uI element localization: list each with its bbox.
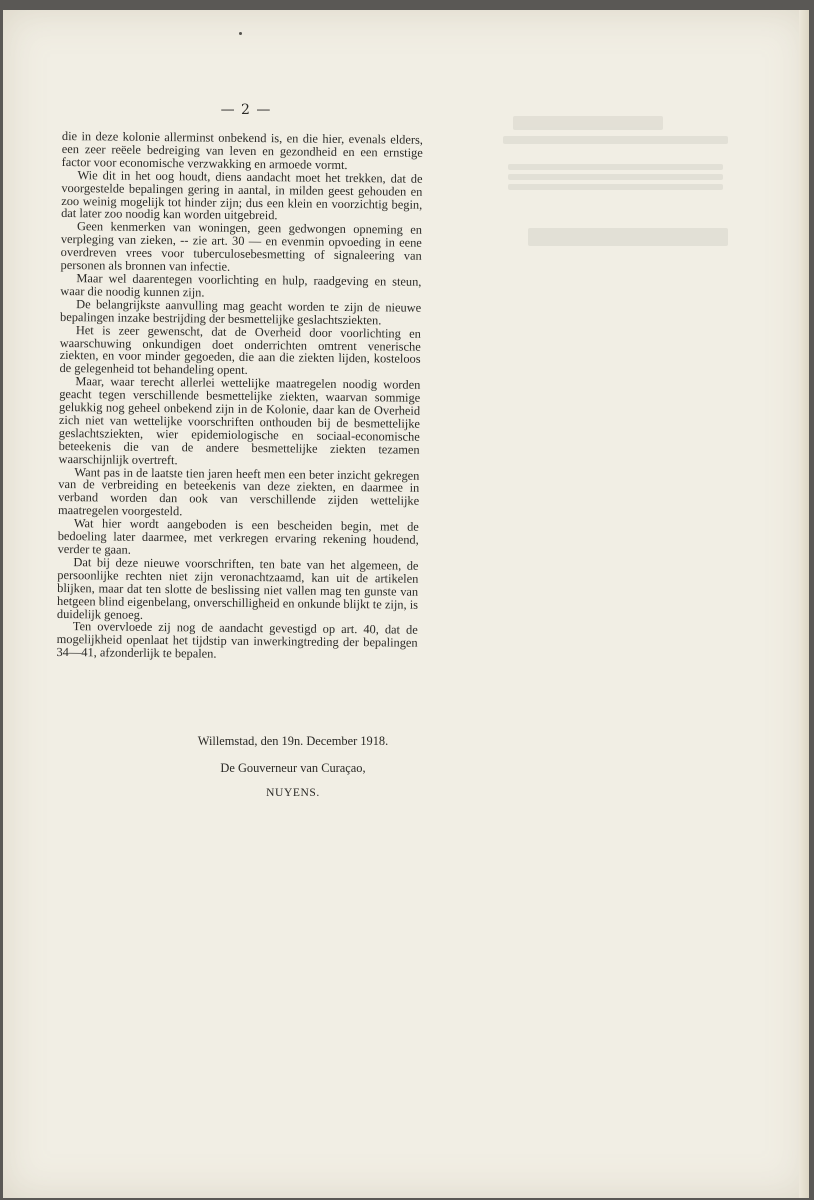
paragraph: Dat bij deze nieuwe voorschriften, ten bate van het algemeen, de persoonlijke rechten niet zijn veronachtzaamd, kan uit de artikelen blijken, maar dat ten slotte de beslissing niet vallen mag ten gunste van hetgeen blind eigenbelang, onverschilligheid en onkunde blijkt te zijn, is duidelijk genoeg. (56, 555, 419, 622)
page-edge-shadow (799, 10, 809, 1198)
paragraph: Het is zeer gewenscht, dat de Overheid door voorlichting en waarschuwing onkundigen doet onderrichten omtrent venerische ziekten, en voor minder gegoeden, die aan die ziekten lijden, kosteloos de gelegenheid tot behandeling opent. (59, 322, 421, 378)
document-page (3, 10, 809, 1198)
paragraph: Wie dit in het oog houdt, diens aandacht moet het trekken, dat de voorgestelde bepalingen gering in aantal, in milden geest gehouden en zoo weinig mogelijk tot hinder zijn; dus een klein en voorzichtig begin, dat later zoo noodig kan worden uitgebreid. (61, 167, 423, 223)
paragraph: Geen kenmerken van woningen, geen gedwongen opneming en verpleging van zieken, -- zie art. 30 — en evenmin opvoeding in eene overdreven vrees voor tuberculosebesmetting of signaleering van personen als bronnen van infectie. (60, 219, 423, 274)
reverse-side-bleed-through (503, 110, 733, 270)
paragraph: De belangrijkste aanvulling mag geacht worden te zijn de nieuwe bepalingen inzake bestrijding der besmettelijke geslachtsziekten. (59, 296, 422, 328)
paragraph: Want pas in de laatste tien jaren heeft men een beter inzicht gekregen van de verbreiding en beteekenis van deze ziekten, en daarmee in verband worden dan ook van verschillende zijden wettelijke maatregelen voorgesteld. (57, 464, 420, 519)
paragraph: Ten overvloede zij nog de aandacht gevestigd op art. 40, dat de mogelijkheid openlaat het tijdstip van inwerkingtreding der bepalingen 34—41, afzonderlijk te bepalen. (56, 619, 418, 661)
paragraph: Wat hier wordt aangeboden is een bescheiden begin, met de bedoeling later daarmee, met verkregen ervaring rekening houdend, verder te gaan. (57, 516, 419, 557)
closing-date-line: Willemstad, den 19n. December 1918. (197, 734, 389, 748)
paragraph: Maar, waar terecht allerlei wettelijke maatregelen noodig worden geacht tegen verschillende besmettelijke ziekten, waarvan sommige gelukkig nog geheel onbekend zijn in de Kolonie, daar kan de Overheid zich niet van wettelijke voorschriften onthouden bij de besmettelijke geslachtsziekten, wier epidemiologische en sociaal-economische beteekenis die van de andere besmettelijke ziekten tezamen waarschijnlijk overtreft. (58, 374, 421, 467)
paragraph: die in deze kolonie allerminst onbekend is, en die hier, evenals elders, een zeer reëele bedreiging van leven en gezondheid en een ernstige factor voor economische verzwakking en armoede vormt. (61, 129, 423, 172)
closing-governor-line: De Gouverneur van Curaçao, (220, 761, 366, 775)
paragraph: Maar wel daarentegen voorlichting en hulp, raadgeving en steun, waar die noodig kunnen zijn. (60, 271, 422, 300)
paper-speck (239, 32, 242, 35)
page-number: — 2 — (220, 102, 272, 118)
body-text (56, 130, 423, 663)
signature-name: NUYENS. (266, 787, 320, 799)
